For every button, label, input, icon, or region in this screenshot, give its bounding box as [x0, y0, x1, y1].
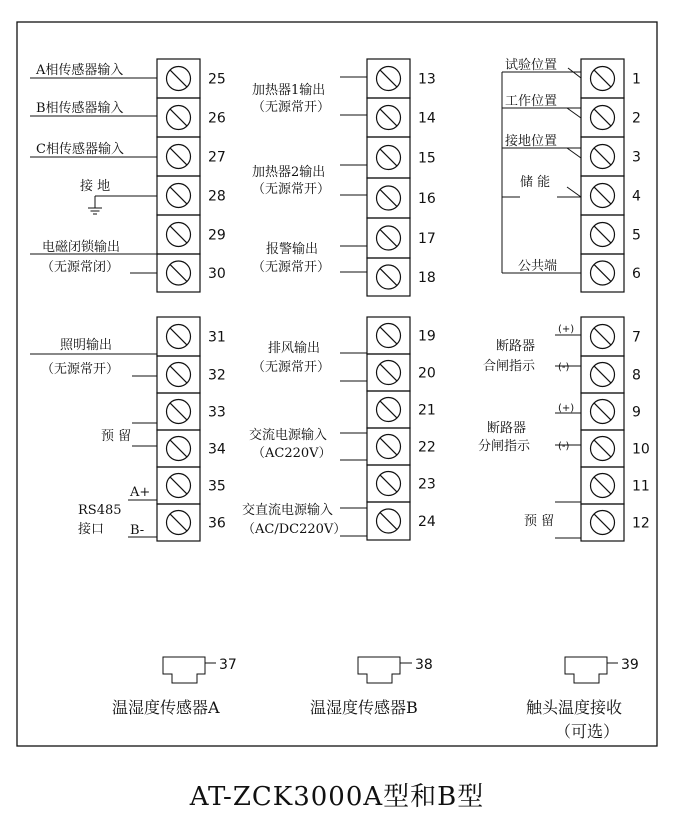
c-sensor-label: C相传感器输入: [36, 142, 124, 157]
sensor-a-label: 温湿度传感器A: [112, 698, 220, 717]
screw-slot: [594, 477, 611, 494]
acdc-power-label: 交直流电源输入: [242, 503, 334, 518]
block-1-6: [581, 59, 641, 292]
screw-slot: [594, 440, 611, 457]
a-sensor-label: A相传感器输入: [36, 63, 124, 78]
heater1-label: 加热器1输出: [252, 83, 326, 98]
terminal-25-number: 25: [208, 71, 226, 88]
screw-slot: [170, 226, 187, 243]
screw-slot: [380, 438, 397, 455]
screw-slot: [380, 229, 397, 246]
screw-slot: [170, 328, 187, 345]
terminal-31-number: 31: [208, 329, 226, 346]
screw-slot: [594, 109, 611, 126]
terminal-29-number: 29: [208, 227, 226, 244]
screw-slot: [170, 514, 187, 531]
fan-sub-label: （无源常开）: [252, 360, 331, 375]
screw-slot: [594, 403, 611, 420]
terminal-37-number: 37: [219, 657, 237, 673]
terminal-20-number: 20: [418, 365, 436, 382]
terminal-34-number: 34: [208, 441, 226, 458]
terminal-7-number: 7: [632, 329, 641, 346]
terminal-24-number: 24: [418, 514, 436, 530]
mid-bottom-group: [340, 353, 367, 536]
open-minus-label: (-): [558, 441, 570, 452]
screw-slot: [170, 440, 187, 457]
terminal-11-number: 11: [632, 478, 650, 495]
terminal-19-number: 19: [418, 328, 436, 345]
screw-slot: [170, 109, 187, 126]
terminal-35-number: 35: [208, 478, 226, 495]
screw-slot: [380, 70, 397, 87]
outer-frame: [17, 22, 657, 746]
lock-output-label: 电磁闭锁输出: [42, 240, 121, 255]
screw-slot: [170, 148, 187, 165]
lock-output-sub-label: （无源常闭）: [41, 260, 120, 275]
screw-slot: [594, 226, 611, 243]
terminal-16-number: 16: [418, 191, 436, 207]
screw-slot: [594, 514, 611, 531]
left-reserved-label: 预 留: [101, 429, 132, 444]
screw-slot: [380, 327, 397, 344]
connector-37: [112, 657, 237, 717]
screw-slot: [170, 403, 187, 420]
close-plus-label: (+): [558, 324, 575, 335]
fan-label: 排风输出: [268, 341, 321, 356]
block-31-36: [157, 317, 226, 541]
screw-slot: [170, 187, 187, 204]
common-label: 公共端: [518, 259, 558, 274]
b-sensor-label: B相传感器输入: [36, 101, 124, 116]
close-minus-label: (-): [558, 362, 570, 373]
light-output-label: 照明输出: [60, 338, 113, 353]
screw-slot: [594, 366, 611, 383]
open-plus-label: (+): [558, 403, 575, 414]
screw-slot: [380, 512, 397, 529]
screw-slot: [594, 187, 611, 204]
terminal-13-number: 13: [418, 71, 436, 88]
close-indicator-label: 合闸指示: [483, 359, 536, 374]
light-output-sub-label: （无源常开）: [41, 362, 120, 377]
heater2-sub-label: （无源常开）: [252, 182, 331, 197]
screw-slot: [380, 401, 397, 418]
terminal-23-number: 23: [418, 476, 436, 493]
terminal-30-number: 30: [208, 266, 226, 282]
mid-top-group: [340, 77, 367, 272]
terminal-21-number: 21: [418, 402, 436, 419]
test-position-label: 试验位置: [505, 58, 558, 73]
terminal-33-number: 33: [208, 404, 226, 421]
terminal-10-number: 10: [632, 441, 650, 458]
breaker-close-label: 断路器: [496, 339, 536, 354]
diagram-title: AT-ZCK3000A型和B型: [189, 782, 485, 812]
terminal-3-number: 3: [632, 149, 641, 166]
rs485-line1-label: RS485: [78, 503, 122, 518]
terminal-8-number: 8: [632, 367, 641, 384]
screw-slot: [594, 264, 611, 281]
contact-temp-label: 触头温度接收: [526, 698, 623, 717]
block-13-18: [367, 59, 436, 296]
terminal-2-number: 2: [632, 110, 641, 127]
screw-slot: [170, 70, 187, 87]
terminal-4-number: 4: [632, 188, 641, 205]
right-reserved-label: 预 留: [524, 514, 555, 529]
terminal-17-number: 17: [418, 231, 436, 247]
heater2-label: 加热器2输出: [252, 165, 326, 180]
terminal-12-number: 12: [632, 515, 650, 532]
open-indicator-label: 分闸指示: [478, 439, 531, 454]
block-7-12: [581, 317, 650, 541]
rs485-a-label: A+: [130, 485, 151, 500]
alarm-sub-label: （无源常开）: [252, 260, 331, 275]
terminal-36-number: 36: [208, 515, 226, 532]
connector-39: [526, 657, 639, 741]
terminal-22-number: 22: [418, 439, 436, 456]
screw-slot: [594, 70, 611, 87]
terminal-14-number: 14: [418, 110, 436, 127]
breaker-open-label: 断路器: [487, 421, 527, 436]
terminal-15-number: 15: [418, 150, 436, 167]
connector-38: [310, 657, 433, 717]
heater1-sub-label: （无源常开）: [252, 100, 331, 115]
screw-slot: [380, 189, 397, 206]
screw-slot: [380, 149, 397, 166]
rs485-line2-label: 接口: [78, 522, 105, 537]
block-25-30: [157, 59, 226, 292]
ac-power-sub-label: （AC220V）: [252, 446, 332, 461]
terminal-26-number: 26: [208, 110, 226, 127]
sensor-b-label: 温湿度传感器B: [310, 698, 418, 717]
screw-slot: [380, 109, 397, 126]
screw-slot: [170, 477, 187, 494]
terminal-39-number: 39: [621, 657, 639, 673]
terminal-5-number: 5: [632, 227, 641, 244]
alarm-label: 报警输出: [266, 242, 319, 257]
screw-slot: [170, 366, 187, 383]
ground-label: 接 地: [80, 179, 111, 194]
ac-power-label: 交流电源输入: [249, 428, 328, 443]
terminal-28-number: 28: [208, 188, 226, 205]
terminal-27-number: 27: [208, 149, 226, 166]
terminal-9-number: 9: [632, 404, 641, 421]
terminal-32-number: 32: [208, 367, 226, 384]
block-19-24: [367, 317, 436, 540]
rs485-b-label: B-: [130, 523, 145, 538]
screw-slot: [170, 264, 187, 281]
screw-slot: [380, 475, 397, 492]
terminal-blocks: [157, 59, 650, 541]
storage-label: 储 能: [520, 175, 551, 190]
screw-slot: [594, 148, 611, 165]
screw-slot: [380, 268, 397, 285]
ground-position-label: 接地位置: [505, 134, 558, 149]
terminal-38-number: 38: [415, 657, 433, 673]
work-position-label: 工作位置: [505, 94, 558, 109]
terminal-6-number: 6: [632, 266, 641, 282]
acdc-power-sub-label: （AC/DC220V）: [242, 522, 347, 537]
terminal-1-number: 1: [632, 71, 641, 88]
screw-slot: [594, 328, 611, 345]
optional-label: （可选）: [555, 722, 620, 741]
screw-slot: [380, 364, 397, 381]
terminal-18-number: 18: [418, 270, 436, 286]
